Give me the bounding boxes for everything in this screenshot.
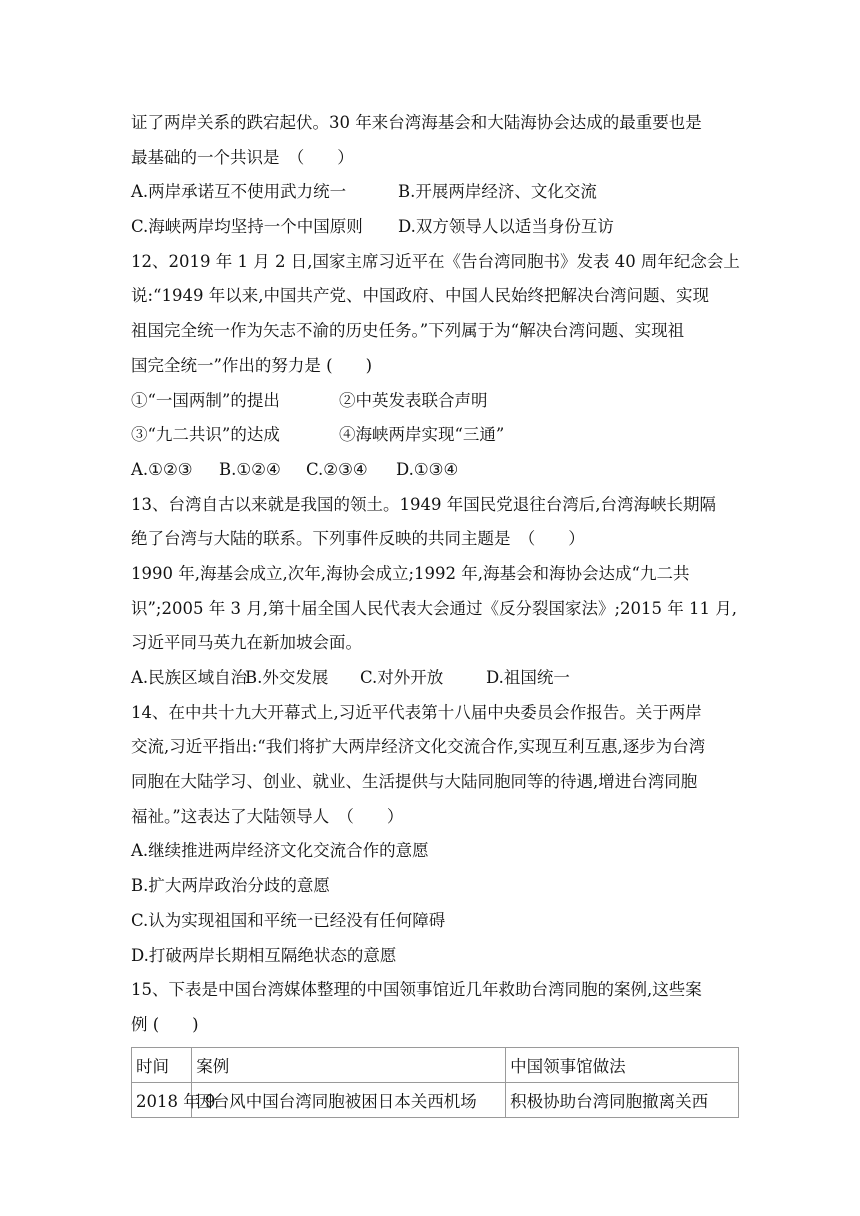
q14-stem-line-1: 14、在中共十九大开幕式上,习近平代表第十八届中央委员会作报告。关于两岸 bbox=[131, 702, 702, 722]
q12-option-b: B.①②④ bbox=[219, 459, 281, 479]
q15-stem-line-1: 15、下表是中国台湾媒体整理的中国领事馆近几年救助台湾同胞的案例,这些案 bbox=[131, 980, 702, 1000]
q12-item-4: ④海峡两岸实现“三通” bbox=[339, 425, 505, 445]
q13-stem-line-4: 识”;2005 年 3 月,第十届全国人民代表大会通过《反分裂国家法》;2015 年 11 月, bbox=[131, 598, 737, 618]
q14-option-b: B.扩大两岸政治分歧的意愿 bbox=[131, 876, 330, 896]
q11-option-d: D.双方领导人以适当身份互访 bbox=[398, 217, 614, 237]
q12-option-a: A.①②③ bbox=[131, 459, 193, 479]
q15-stem-line-2: 例 ( ) bbox=[131, 1014, 199, 1034]
table-header-cell: 案例 bbox=[192, 1047, 506, 1082]
q12-item-3: ③“九二共识”的达成 bbox=[131, 425, 280, 445]
q12-items-row-2 bbox=[131, 418, 741, 453]
q12-options-row bbox=[131, 453, 741, 488]
q12-option-d: D.①③④ bbox=[396, 459, 459, 479]
q12-stem-line-1: 12、2019 年 1 月 2 日,国家主席习近平在《告台湾同胞书》发表 40 周年纪念会上 bbox=[131, 251, 740, 271]
q13-stem-line-1: 13、台湾自古以来就是我国的领土。1949 年国民党退往台湾后,台湾海峡长期隔 bbox=[131, 494, 716, 514]
table-cell: 积极协助台湾同胞撤离关西 bbox=[506, 1082, 739, 1117]
table-cell: 2018 年 9 bbox=[132, 1082, 192, 1117]
q13-stem-line-3: 1990 年,海基会成立,次年,海协会成立;1992 年,海基会和海协会达成“九二共 bbox=[131, 563, 690, 583]
q11-stem-line-1: 证了两岸关系的跌宕起伏。30 年来台湾海基会和大陆海协会达成的最重要也是 bbox=[131, 113, 702, 132]
q13-stem-line-5: 习近平同马英九在新加坡会面。 bbox=[131, 633, 362, 653]
q14-option-a: A.继续推进两岸经济文化交流合作的意愿 bbox=[131, 841, 429, 861]
q12-stem-line-2: 说:“1949 年以来,中国共产党、中国政府、中国人民始终把解决台湾问题、实现 bbox=[131, 286, 709, 306]
table-header-cell: 中国领事馆做法 bbox=[506, 1047, 739, 1082]
q12-stem-line-3: 祖国完全统一作为矢志不渝的历史任务。”下列属于为“解决台湾问题、实现祖 bbox=[131, 321, 685, 341]
q13-options-row bbox=[131, 661, 741, 696]
q12-items-row-1 bbox=[131, 384, 741, 419]
q14-option-c: C.认为实现祖国和平统一已经没有任何障碍 bbox=[131, 910, 446, 930]
table-header-row bbox=[132, 1047, 739, 1082]
q13-option-c: C.对外开放 bbox=[360, 668, 444, 687]
q14-stem-line-4: 福祉。”这表达了大陆领导人 （ ） bbox=[131, 806, 404, 826]
q11-option-c: C.海峡两岸均坚持一个中国原则 bbox=[131, 217, 363, 237]
table-header-cell: 时间 bbox=[132, 1047, 192, 1082]
q13-option-b: B.外交发展 bbox=[245, 668, 329, 687]
table-cell: 因台风中国台湾同胞被困日本关西机场 bbox=[192, 1082, 506, 1117]
q12-stem-line-4: 国完全统一”作出的努力是 ( ) bbox=[131, 355, 373, 375]
q11-stem-line-2: 最基础的一个共识是 （ ） bbox=[131, 147, 354, 167]
q13-option-a: A.民族区域自治 bbox=[131, 668, 248, 687]
consulate-cases-table bbox=[131, 1047, 739, 1118]
q14-stem-line-3: 同胞在大陆学习、创业、就业、生活提供与大陆同胞同等的待遇,增进台湾同胞 bbox=[131, 772, 698, 792]
q11-option-a: A.两岸承诺互不使用武力统一 bbox=[131, 182, 347, 202]
q12-item-2: ②中英发表联合声明 bbox=[339, 390, 488, 410]
q13-stem-line-2: 绝了台湾与大陆的联系。下列事件反映的共同主题是 （ ） bbox=[131, 529, 585, 549]
question-text-block bbox=[131, 106, 741, 1118]
q12-item-1: ①“一国两制”的提出 bbox=[131, 390, 280, 410]
table-row bbox=[132, 1082, 739, 1117]
q14-option-d: D.打破两岸长期相互隔绝状态的意愿 bbox=[131, 945, 397, 965]
q11-options-row-1 bbox=[131, 175, 741, 210]
q12-option-c: C.②③④ bbox=[306, 459, 368, 479]
q13-option-d: D.祖国统一 bbox=[486, 668, 570, 687]
q11-options-row-2 bbox=[131, 210, 741, 245]
q11-option-b: B.开展两岸经济、文化交流 bbox=[398, 182, 597, 202]
q14-stem-line-2: 交流,习近平指出:“我们将扩大两岸经济文化交流合作,实现互利互惠,逐步为台湾 bbox=[131, 737, 706, 757]
